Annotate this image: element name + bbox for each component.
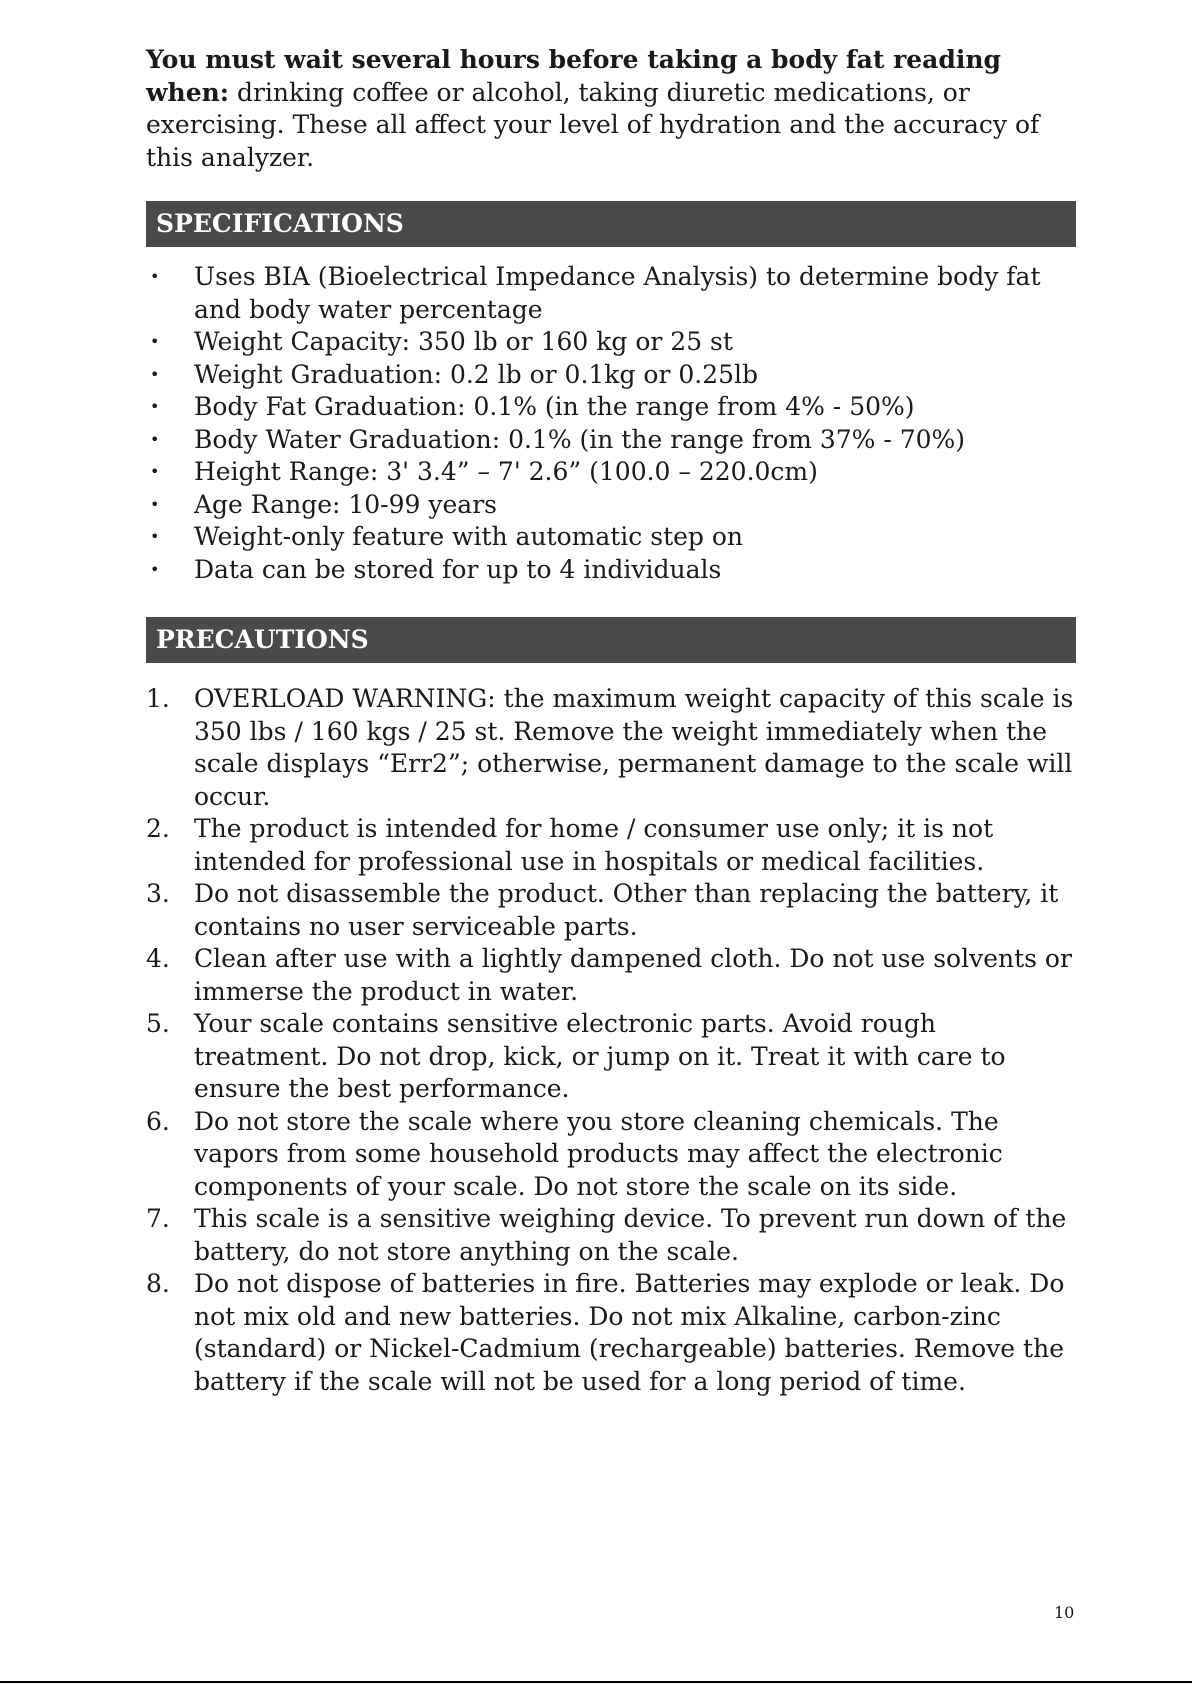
hydration-note-body: drinking coffee or alcohol, taking diuretic medications, or exercising. These all affect your level of hydration and the accuracy of this analyzer. bbox=[146, 77, 1040, 172]
precaution-item bbox=[146, 878, 1076, 943]
precaution-item bbox=[146, 1203, 1076, 1268]
spec-item bbox=[146, 424, 1076, 457]
spec-item bbox=[146, 489, 1076, 522]
precaution-item bbox=[146, 813, 1076, 878]
spec-item-text: Weight Capacity: 350 lb or 160 kg or 25 st bbox=[194, 327, 733, 356]
bullet-icon: • bbox=[150, 364, 160, 384]
precaution-number: 3. bbox=[146, 879, 170, 908]
precaution-item bbox=[146, 1268, 1076, 1398]
bottom-divider bbox=[0, 1681, 1192, 1683]
precaution-text: This scale is a sensitive weighing device. To prevent run down of the battery, do not store anything on the scale. bbox=[194, 1204, 1067, 1266]
precaution-item bbox=[146, 1106, 1076, 1204]
precaution-text: OVERLOAD WARNING: the maximum weight capacity of this scale is 350 lbs / 160 kgs / 25 st. Remove the weight immediately when the scale displays “Err2”; otherwise, permanent damage to the scale will occur. bbox=[194, 684, 1074, 811]
precaution-text: Your scale contains sensitive electronic parts. Avoid rough treatment. Do not drop, kick, or jump on it. Treat it with care to ensure the best performance. bbox=[194, 1009, 1006, 1103]
spec-item-text: Body Water Graduation: 0.1% (in the range from 37% - 70%) bbox=[194, 424, 966, 454]
spec-item-text: Weight-only feature with automatic step on bbox=[194, 522, 744, 551]
precautions-list bbox=[146, 683, 1076, 1398]
spec-item bbox=[146, 261, 1076, 326]
precaution-text: Do not disassemble the product. Other than replacing the battery, it contains no user serviceable parts. bbox=[194, 879, 1059, 941]
precaution-number: 5. bbox=[146, 1009, 170, 1038]
spec-item bbox=[146, 391, 1076, 424]
document-page bbox=[146, 44, 1076, 1398]
spec-item bbox=[146, 456, 1076, 489]
precaution-text: Do not store the scale where you store cleaning chemicals. The vapors from some household products may affect the electronic components of your scale. Do not store the scale on its side. bbox=[194, 1106, 1003, 1201]
bullet-icon: • bbox=[150, 559, 160, 579]
bullet-icon: • bbox=[150, 527, 160, 546]
precaution-number: 6. bbox=[146, 1106, 170, 1136]
spec-item-text: Data can be stored for up to 4 individuals bbox=[194, 554, 722, 584]
spec-item-text: Height Range: 3' 3.4” – 7' 2.6” (100.0 – 220.0cm) bbox=[194, 457, 818, 486]
spec-item-text: Age Range: 10-99 years bbox=[194, 489, 497, 519]
precaution-text: Do not dispose of batteries in fire. Batteries may explode or leak. Do not mix old and new batteries. Do not mix Alkaline, carbon-zinc (standard) or Nickel-Cadmium (rechargeable) batteries. Remove the battery if the scale will not be used for a long period of time. bbox=[194, 1269, 1065, 1396]
spec-item bbox=[146, 554, 1076, 587]
precaution-item bbox=[146, 943, 1076, 1008]
spec-item-text: Body Fat Graduation: 0.1% (in the range from 4% - 50%) bbox=[194, 392, 915, 421]
precaution-number: 4. bbox=[146, 944, 170, 973]
bullet-icon: • bbox=[150, 397, 160, 416]
spec-item bbox=[146, 521, 1076, 554]
hydration-note bbox=[146, 44, 1076, 174]
precaution-number: 7. bbox=[146, 1204, 170, 1233]
spec-item bbox=[146, 326, 1076, 359]
spec-item bbox=[146, 359, 1076, 392]
bullet-icon: • bbox=[150, 332, 160, 351]
precaution-number: 8. bbox=[146, 1269, 170, 1298]
spec-item-text: Uses BIA (Bioelectrical Impedance Analysis) to determine body fat and body water percentage bbox=[194, 262, 1041, 324]
precaution-number: 2. bbox=[146, 814, 170, 843]
precaution-item bbox=[146, 1008, 1076, 1106]
bullet-icon: • bbox=[150, 429, 160, 449]
precaution-text: Clean after use with a lightly dampened cloth. Do not use solvents or immerse the product in water. bbox=[194, 944, 1072, 1006]
bullet-icon: • bbox=[150, 462, 160, 481]
hydration-note-lead: You must wait several hours before taking a body fat reading when: bbox=[146, 45, 1002, 107]
precaution-text: The product is intended for home / consumer use only; it is not intended for professional use in hospitals or medical facilities. bbox=[194, 814, 994, 876]
precaution-item bbox=[146, 683, 1076, 813]
bullet-icon: • bbox=[150, 494, 160, 514]
specifications-list bbox=[146, 261, 1076, 586]
precaution-number: 1. bbox=[146, 684, 170, 713]
bullet-icon: • bbox=[150, 267, 160, 286]
spec-item-text: Weight Graduation: 0.2 lb or 0.1kg or 0.25lb bbox=[194, 359, 759, 389]
precautions-heading: PRECAUTIONS bbox=[146, 617, 1076, 663]
page-number: 10 bbox=[1054, 1603, 1075, 1622]
specifications-heading: SPECIFICATIONS bbox=[146, 201, 1076, 247]
